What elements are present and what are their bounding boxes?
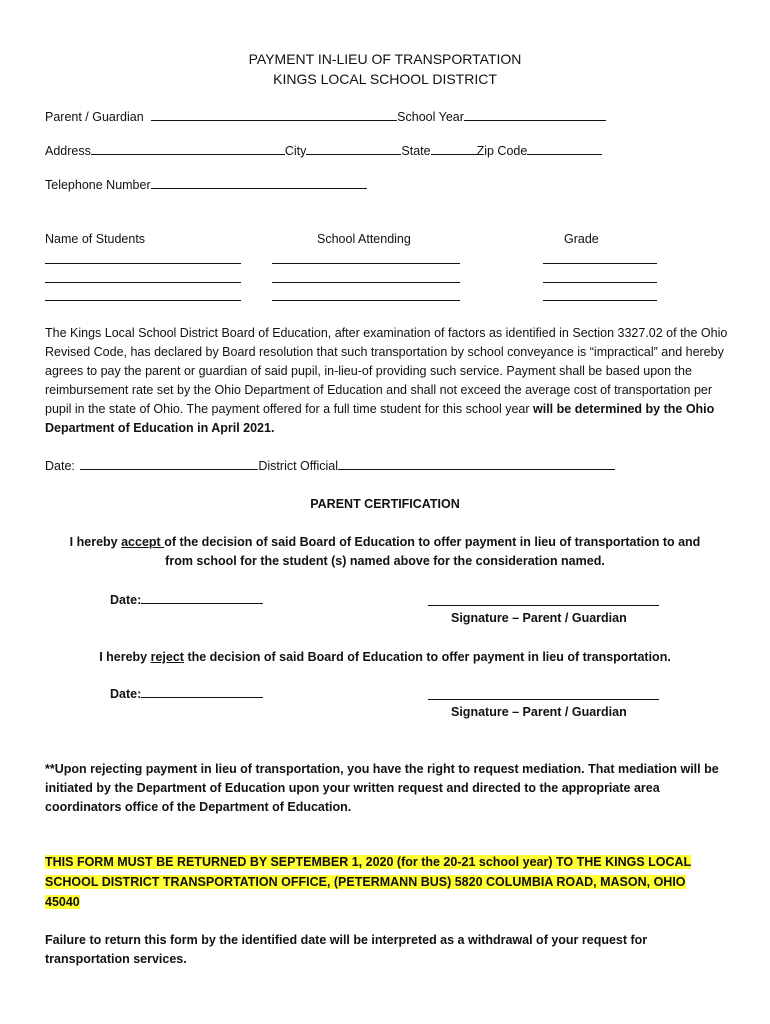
address-row <box>45 142 602 160</box>
school-attending-field-2[interactable] <box>272 282 460 283</box>
board-resolution-text: The Kings Local School District Board of Education, after examination of factors as identified in Section 3327.02 of the Ohio Revised Code, has declared by Board resolution that such transportation by school conveyance is “impractical” and hereby agrees to pay the parent or guardian of said pupil, in-lieu-of providing such service. Payment shall be based upon the reimbursement rate set by the Ohio Department of Education and shall not exceed the average cost of transportation per pupil in the state of Ohio. The payment offered for a full time student for this school year <box>45 326 728 416</box>
accept-signature-field[interactable] <box>428 605 659 606</box>
grade-field-3[interactable] <box>543 300 657 301</box>
accept-statement-line2: from school for the student (s) named above for the consideration named. <box>165 554 605 568</box>
accept-date-label: Date: <box>110 593 142 607</box>
grade-field-2[interactable] <box>543 282 657 283</box>
parent-guardian-label: Parent / Guardian <box>45 110 144 124</box>
accept-rest: of the decision of said Board of Education to offer payment in lieu of transportation to and <box>164 535 701 549</box>
return-notice-text-2: SCHOOL DISTRICT TRANSPORTATION OFFICE, (PETERMANN BUS) 5820 COLUMBIA ROAD, MASON, OHIO <box>45 875 686 889</box>
form-title: PAYMENT IN-LIEU OF TRANSPORTATION <box>248 51 522 67</box>
board-resolution-paragraph <box>45 324 730 438</box>
mediation-note: **Upon rejecting payment in lieu of transportation, you have the right to request mediation. That mediation will be initiated by the Department of Education upon your written request and directed to the appropriate area coordinators office of the Department of Education. <box>45 762 719 814</box>
accept-date-field[interactable] <box>141 591 263 604</box>
accept-statement <box>0 533 770 551</box>
address-label: Address <box>45 144 91 158</box>
student-name-field-3[interactable] <box>45 300 241 301</box>
header-name-of-students: Name of Students <box>45 232 146 246</box>
official-date-field[interactable] <box>80 457 258 470</box>
return-notice-line1 <box>45 853 691 871</box>
reject-date-row <box>110 685 263 703</box>
parent-guardian-row <box>45 108 606 126</box>
return-notice-line2 <box>45 873 686 891</box>
reject-signature-field[interactable] <box>428 699 659 700</box>
city-field[interactable] <box>306 142 401 155</box>
parent-guardian-field[interactable] <box>151 108 397 121</box>
reject-signature-label: Signature – Parent / Guardian <box>451 705 627 719</box>
telephone-field[interactable] <box>151 176 367 189</box>
reject-statement <box>0 648 770 666</box>
reject-word: reject <box>150 650 184 664</box>
school-attending-field-1[interactable] <box>272 263 460 264</box>
state-field[interactable] <box>431 142 477 155</box>
school-attending-field-3[interactable] <box>272 300 460 301</box>
return-notice-line3 <box>45 893 80 911</box>
telephone-row <box>45 176 367 194</box>
accept-prefix: I hereby <box>69 535 122 549</box>
zip-code-field[interactable] <box>527 142 602 155</box>
student-name-field-1[interactable] <box>45 263 241 264</box>
failure-note: Failure to return this form by the identified date will be interpreted as a withdrawal of your request for transportation services. <box>45 933 648 966</box>
board-resolution-bold-text: will be determined by the Ohio Department of Education in April 2021. <box>45 402 715 435</box>
accept-date-row <box>110 591 263 609</box>
district-title: KINGS LOCAL SCHOOL DISTRICT <box>273 71 497 87</box>
date-label: Date: <box>45 459 75 473</box>
return-notice-text-1: THIS FORM MUST BE RETURNED BY SEPTEMBER 1, 2020 (for the 20-21 school year) TO THE KINGS LOCAL <box>45 855 692 869</box>
reject-date-field[interactable] <box>141 685 263 698</box>
reject-date-label: Date: <box>110 687 142 701</box>
accept-word: accept <box>121 535 165 549</box>
city-label: City <box>284 144 307 158</box>
zip-code-label: Zip Code <box>476 144 528 158</box>
reject-rest: the decision of said Board of Education to offer payment in lieu of transportation. <box>183 650 671 664</box>
district-official-field[interactable] <box>338 457 615 470</box>
student-name-field-2[interactable] <box>45 282 241 283</box>
school-year-field[interactable] <box>464 108 606 121</box>
address-field[interactable] <box>91 142 285 155</box>
header-grade: Grade <box>564 232 599 246</box>
return-notice-text-3: 45040 <box>45 895 80 909</box>
district-official-label: District Official <box>258 459 339 473</box>
telephone-label: Telephone Number <box>45 178 151 192</box>
reject-prefix: I hereby <box>99 650 151 664</box>
parent-certification-heading: PARENT CERTIFICATION <box>310 497 460 511</box>
grade-field-1[interactable] <box>543 263 657 264</box>
school-year-label: School Year <box>397 110 464 124</box>
state-label: State <box>401 144 431 158</box>
header-school-attending: School Attending <box>317 232 411 246</box>
accept-signature-label: Signature – Parent / Guardian <box>451 611 627 625</box>
official-date-row <box>45 457 615 475</box>
